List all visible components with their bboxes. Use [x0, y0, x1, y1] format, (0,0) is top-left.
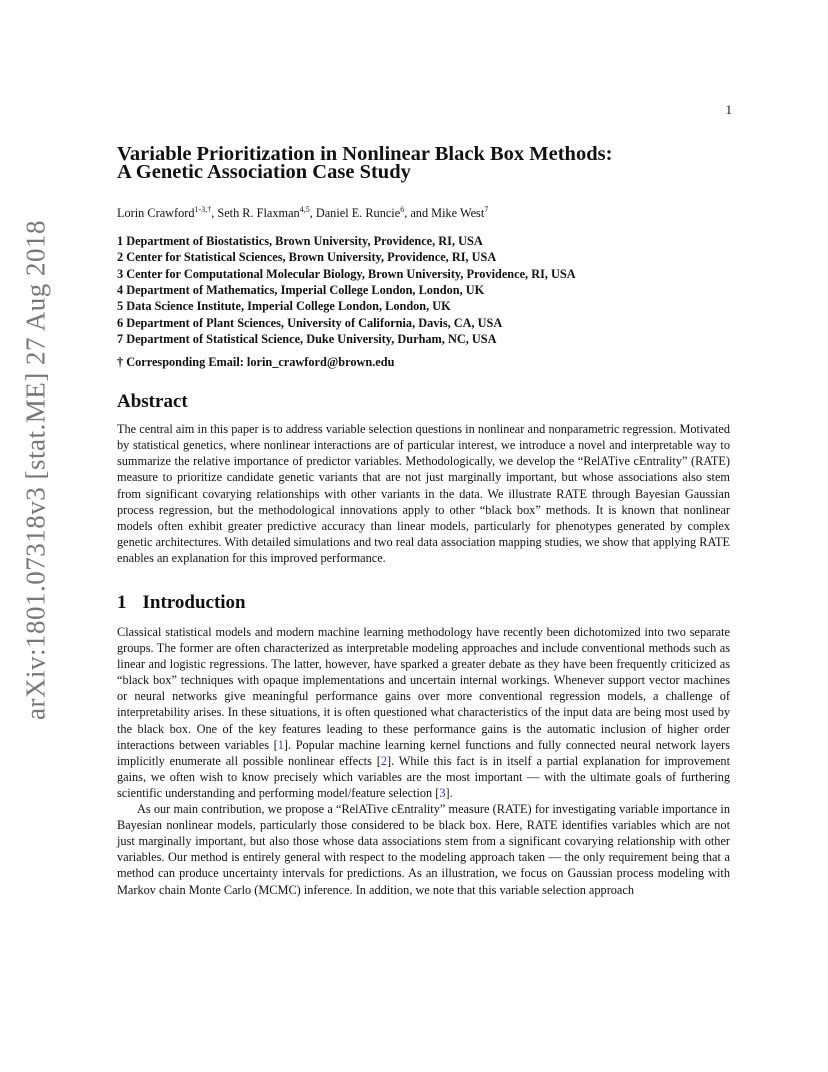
author-name: Seth R. Flaxman [217, 206, 300, 221]
author-name: Mike West [431, 206, 485, 221]
paragraph-text: Classical statistical models and modern machine learning methodology have recently been dichotomized into two separate groups. The former are often characterized as interpretable modeling approaches and include conventional methods such as linear and logistic regressions. The latter, however, have sparked a greater debate as they have been frequently criticized as “black box” techniques with opaque implementations and uncertain internal workings. Whenever support vector machines or neural networks give meaningful performance gains over more conventional regression models, a challenge of interpretability arises. In these situations, it is often questioned what characteristics of the input data are being most used by the black box. One of the key features leading to these performance gains is the automatic inclusion of higher order interactions between variables [ [117, 625, 730, 752]
affiliation-list [117, 233, 730, 347]
affiliation-item: 2 Center for Statistical Sciences, Brown University, Providence, RI, USA [117, 250, 497, 265]
affiliation-item: 4 Department of Mathematics, Imperial College London, London, UK [117, 282, 485, 297]
paragraph-text: ]. [445, 785, 453, 800]
author-affiliation-marker: 7 [484, 205, 489, 214]
affiliation-item: 3 Center for Computational Molecular Biology, Brown University, Providence, RI, USA [117, 266, 576, 281]
author-affiliation-marker: 6 [400, 205, 405, 214]
citation-link[interactable]: 2 [380, 753, 387, 768]
paragraph-text: ]. Popular machine learning kernel functions and fully connected neural network layers implicitly enumerate all possible nonlinear effects [ [117, 737, 730, 768]
author-separator: , [211, 206, 218, 221]
affiliation-item: 1 Department of Biostatistics, Brown University, Providence, RI, USA [117, 234, 483, 249]
paper-title [117, 145, 730, 181]
author-separator: , and [404, 206, 432, 221]
abstract-text: The central aim in this paper is to address variable selection questions in nonlinear and nonparametric regression. Motivated by statistical genetics, where nonlinear interactions are of particular interest, we introduce a novel and interpretable way to summarize the relative importance of predictor variables. Methodologically, we develop the “RelATive cEntrality” (RATE) measure to prioritize candidate genetic variants that are not just marginally important, but whose associations also stem from significant covarying relationships with other variants in the data. We illustrate RATE through Bayesian Gaussian process regression, but the methodological innovations apply to other “black box” methods. It is known that nonlinear models often exhibit greater predictive accuracy than linear models, particularly for phenotypes generated by complex genetic architectures. With detailed simulations and two real data association mapping studies, we show that applying RATE enables an explanation for this improved performance. [117, 422, 730, 565]
citation-link[interactable]: 3 [439, 785, 446, 800]
affiliation-item: 6 Department of Plant Sciences, University of California, Davis, CA, USA [117, 315, 503, 330]
author-name: Lorin Crawford [117, 206, 195, 221]
abstract-section [117, 391, 730, 566]
author-separator: , [309, 206, 316, 221]
abstract-heading: Abstract [117, 391, 188, 413]
section-title: Introduction [142, 592, 246, 614]
introduction-paragraph-2: As our main contribution, we propose a “RelATive cEntrality” measure (RATE) for investigating variable importance in Bayesian nonlinear models, particularly those considered to be black box. Here, RATE identifies variables which are not just marginally important, but also those whose data associations stem from a significant covarying relationship with other variables. Our method is entirely general with respect to the modeling approach taken — the only requirement being that a method can produce uncertainty intervals for predictions. As an illustration, we focus on Gaussian process modeling with Markov chain Monte Carlo (MCMC) inference. In addition, we note that this variable selection approach [117, 802, 730, 897]
affiliation-item: 5 Data Science Institute, Imperial College London, London, UK [117, 299, 451, 314]
author-affiliation-marker: 4,5 [299, 205, 310, 214]
introduction-section [117, 592, 730, 898]
title-line-1: Variable Prioritization in Nonlinear Black Box Methods: [117, 143, 613, 165]
arxiv-identifier-stamp: arXiv:1801.07318v3 [stat.ME] 27 Aug 2018 [20, 220, 51, 720]
affiliation-item: 7 Department of Statistical Science, Duke University, Durham, NC, USA [117, 331, 497, 346]
author-affiliation-marker: 1-3,† [194, 205, 212, 214]
page-number: 1 [725, 102, 732, 117]
introduction-paragraph-1 [117, 624, 730, 801]
introduction-heading [117, 592, 730, 614]
paragraph-text: ]. While this fact is in itself a partial explanation for improvement gains, we often wish to know precisely which variables are the most important — with the ultimate goals of furthering scientific understanding and performing model/feature selection [ [117, 753, 730, 800]
paper-body [117, 145, 730, 898]
section-number: 1 [117, 592, 127, 614]
author-name: Daniel E. Runcie [315, 206, 401, 221]
citation-link[interactable]: 1 [277, 737, 284, 752]
author-list [117, 205, 730, 221]
title-line-2: A Genetic Association Case Study [117, 161, 411, 183]
corresponding-email: † Corresponding Email: lorin_crawford@brown.edu [117, 355, 395, 370]
